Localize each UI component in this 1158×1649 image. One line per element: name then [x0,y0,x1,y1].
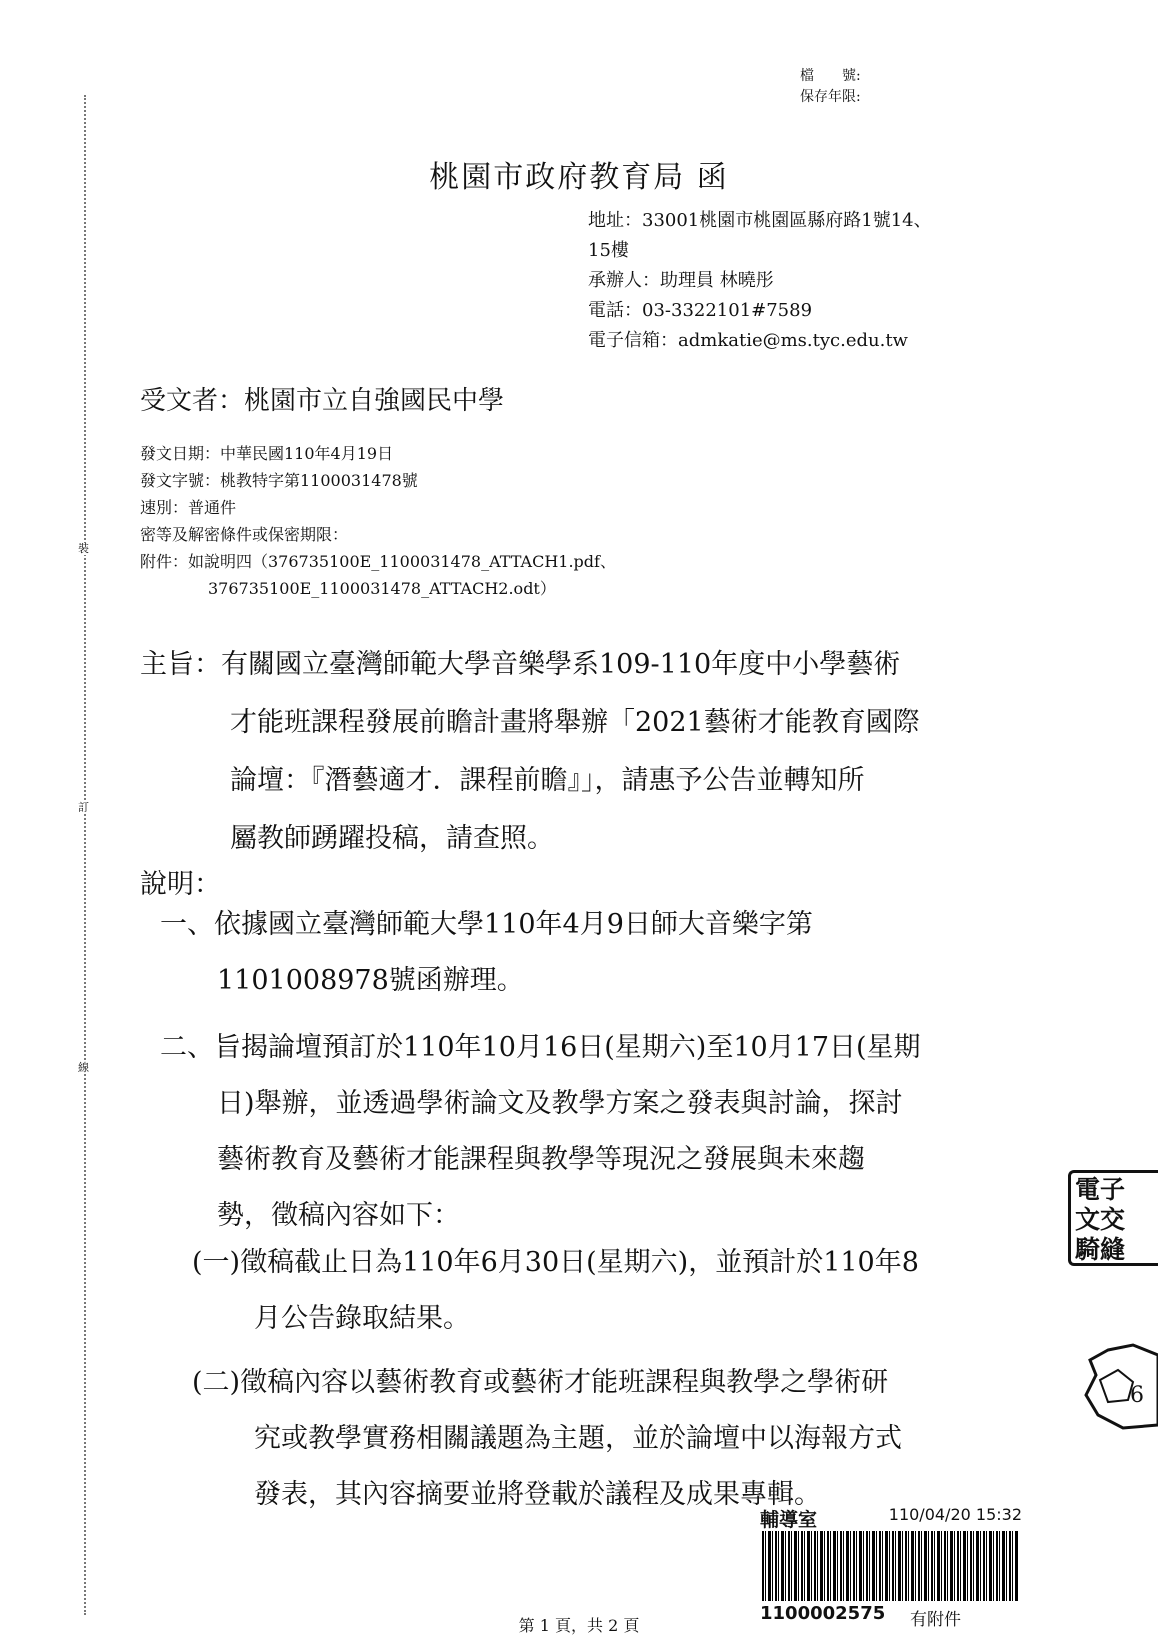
explanation-item-1 [160,897,813,1009]
sub-item-2 [192,1355,902,1523]
page-footer: 第 1 頁，共 2 頁 [518,1616,640,1635]
receiver: 受文者：桃園市立自強國民中學 [140,386,505,416]
handler: 承辦人：助理員 林曉彤 [588,270,774,291]
sub-item-1 [192,1235,919,1347]
document-number: 發文字號：桃教特字第1100031478號 [140,471,418,490]
address-line-2: 15樓 [588,240,629,261]
seam-stamp-line-3: 騎縫 [1075,1235,1126,1264]
sub-1-line-2: 月公告錄取結果。 [254,1303,470,1334]
seam-stamp-line-1: 電子 [1075,1175,1126,1204]
contact-block [588,206,932,356]
item-2-line-2: 日)舉辦，並透過學術論文及教學方案之發表與討論，探討 [217,1088,903,1119]
attachment-note: 有附件 [910,1610,961,1630]
binding-mark-xian: 線 [78,1061,89,1074]
explanation-item-2 [160,1020,921,1244]
sub-2-line-1: (二)徵稿內容以藝術教育或藝術才能班課程與教學之學術研 [192,1367,889,1398]
seal-shape-icon [1078,1340,1158,1430]
receipt-number: 1100002575 [760,1603,886,1624]
item-1-line-2: 1101008978號函辦理。 [217,965,524,996]
barcode-icon [762,1531,1018,1601]
binding-margin-line [84,95,86,1615]
explanation-label: 說明： [140,869,221,900]
issue-date: 發文日期：中華民國110年4月19日 [140,444,394,463]
meta-block [140,440,616,602]
item-2-line-4: 勢，徵稿內容如下： [217,1200,460,1231]
electronic-seam-stamp [1068,1170,1158,1266]
retention-label: 保存年限: [800,89,861,105]
seal-digit: 6 [1130,1383,1144,1408]
sub-2-line-2: 究或教學實務相關議題為主題，並於論壇中以海報方式 [254,1423,902,1454]
sub-1-line-1: (一)徵稿截止日為110年6月30日(星期六)，並預計於110年8 [192,1247,919,1278]
file-number-label: 檔 號: [800,68,861,84]
archive-info [800,66,861,108]
office-label: 輔導室 [760,1509,818,1531]
attachment-line-1: 附件：如說明四（376735100E_1100031478_ATTACH1.pdf、 [140,552,616,571]
attachment-line-2: 376735100E_1100031478_ATTACH2.odt） [208,579,556,598]
document-title: 桃園市政府教育局 函 [429,160,729,195]
email: 電子信箱：admkatie@ms.tyc.edu.tw [588,330,908,351]
item-1-line-1: 一、依據國立臺灣師範大學110年4月9日師大音樂字第 [160,909,813,940]
item-2-line-3: 藝術教育及藝術才能課程與教學等現況之發展與未來趨 [217,1144,865,1175]
subject-line-1: 主旨：有關國立臺灣師範大學音樂學系109-110年度中小學藝術 [140,649,901,680]
secrecy: 密等及解密條件或保密期限： [140,525,349,544]
binding-mark-ding: 訂 [78,801,89,814]
binding-mark-zhuang: 裝 [78,542,89,555]
sub-2-line-3: 發表，其內容摘要並將登載於議程及成果專輯。 [254,1479,821,1510]
subject-block [140,636,920,868]
receipt-stamp [760,1505,1022,1630]
page-seal-icon [1078,1340,1158,1430]
subject-line-3: 論壇：『潛藝適才．課程前瞻』」，請惠予公告並轉知所 [230,765,865,796]
subject-line-4: 屬教師踴躍投稿，請查照。 [230,823,554,854]
seam-stamp-line-2: 文交 [1075,1205,1126,1234]
receipt-timestamp: 110/04/20 15:32 [888,1505,1022,1524]
subject-line-2: 才能班課程發展前瞻計畫將舉辦「2021藝術才能教育國際 [230,707,920,738]
item-2-line-1: 二、旨揭論壇預訂於110年10月16日(星期六)至10月17日(星期 [160,1032,921,1063]
phone: 電話：03-3322101#7589 [588,300,813,321]
speed-class: 速別：普通件 [140,498,237,517]
address-line-1: 地址：33001桃園市桃園區縣府路1號14、 [588,210,932,231]
